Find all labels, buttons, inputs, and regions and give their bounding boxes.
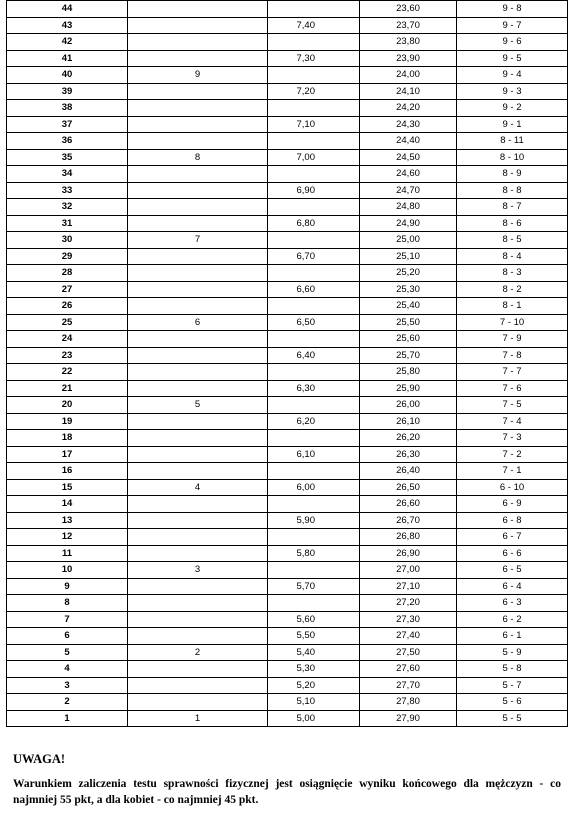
column-4-cell: 23,90 <box>360 50 457 67</box>
column-3-cell <box>268 199 360 216</box>
column-3-cell: 6,00 <box>268 479 360 496</box>
points-cell: 11 <box>7 545 128 562</box>
column-4-cell: 27,50 <box>360 644 457 661</box>
column-5-cell: 8 - 1 <box>457 298 568 315</box>
column-5-cell: 8 - 4 <box>457 248 568 265</box>
table-row <box>7 512 568 529</box>
points-cell: 24 <box>7 331 128 348</box>
table-row <box>7 331 568 348</box>
column-5-cell: 8 - 8 <box>457 182 568 199</box>
table-row <box>7 611 568 628</box>
column-3-cell <box>268 397 360 414</box>
column-4-cell: 24,90 <box>360 215 457 232</box>
column-2-cell: 3 <box>128 562 268 579</box>
points-cell: 5 <box>7 644 128 661</box>
points-cell: 2 <box>7 694 128 711</box>
column-3-cell: 5,60 <box>268 611 360 628</box>
column-5-cell: 8 - 3 <box>457 265 568 282</box>
column-5-cell: 6 - 6 <box>457 545 568 562</box>
points-cell: 42 <box>7 34 128 51</box>
column-3-cell: 5,40 <box>268 644 360 661</box>
column-3-cell: 6,20 <box>268 413 360 430</box>
column-5-cell: 9 - 5 <box>457 50 568 67</box>
column-5-cell: 6 - 3 <box>457 595 568 612</box>
column-4-cell: 27,30 <box>360 611 457 628</box>
column-5-cell: 7 - 10 <box>457 314 568 331</box>
column-3-cell: 6,70 <box>268 248 360 265</box>
column-2-cell <box>128 628 268 645</box>
column-3-cell: 6,30 <box>268 380 360 397</box>
column-4-cell: 25,50 <box>360 314 457 331</box>
column-2-cell <box>128 364 268 381</box>
column-2-cell <box>128 677 268 694</box>
column-5-cell: 9 - 3 <box>457 83 568 100</box>
column-2-cell <box>128 215 268 232</box>
table-row <box>7 215 568 232</box>
points-cell: 41 <box>7 50 128 67</box>
points-cell: 16 <box>7 463 128 480</box>
column-4-cell: 27,20 <box>360 595 457 612</box>
column-2-cell <box>128 17 268 34</box>
points-cell: 13 <box>7 512 128 529</box>
column-5-cell: 7 - 7 <box>457 364 568 381</box>
table-row <box>7 677 568 694</box>
column-5-cell: 5 - 5 <box>457 710 568 727</box>
column-3-cell: 7,20 <box>268 83 360 100</box>
column-4-cell: 26,80 <box>360 529 457 546</box>
column-2-cell <box>128 1 268 18</box>
column-3-cell: 6,10 <box>268 446 360 463</box>
column-2-cell <box>128 446 268 463</box>
table-row <box>7 496 568 513</box>
table-row <box>7 17 568 34</box>
points-cell: 23 <box>7 347 128 364</box>
column-2-cell: 9 <box>128 67 268 84</box>
column-2-cell <box>128 133 268 150</box>
column-5-cell: 7 - 9 <box>457 331 568 348</box>
points-cell: 35 <box>7 149 128 166</box>
column-5-cell: 8 - 5 <box>457 232 568 249</box>
column-2-cell <box>128 281 268 298</box>
column-2-cell <box>128 430 268 447</box>
column-5-cell: 9 - 6 <box>457 34 568 51</box>
column-2-cell <box>128 545 268 562</box>
table-row <box>7 298 568 315</box>
column-2-cell: 1 <box>128 710 268 727</box>
column-3-cell <box>268 232 360 249</box>
points-cell: 19 <box>7 413 128 430</box>
column-5-cell: 8 - 9 <box>457 166 568 183</box>
points-cell: 21 <box>7 380 128 397</box>
column-2-cell <box>128 116 268 133</box>
column-4-cell: 24,20 <box>360 100 457 117</box>
column-5-cell: 7 - 1 <box>457 463 568 480</box>
points-cell: 38 <box>7 100 128 117</box>
column-4-cell: 24,40 <box>360 133 457 150</box>
column-4-cell: 26,60 <box>360 496 457 513</box>
column-2-cell <box>128 529 268 546</box>
table-row <box>7 661 568 678</box>
column-3-cell <box>268 100 360 117</box>
column-2-cell <box>128 331 268 348</box>
column-2-cell <box>128 496 268 513</box>
column-2-cell <box>128 347 268 364</box>
column-5-cell: 8 - 7 <box>457 199 568 216</box>
table-row <box>7 50 568 67</box>
column-4-cell: 24,60 <box>360 166 457 183</box>
column-5-cell: 6 - 4 <box>457 578 568 595</box>
column-4-cell: 24,10 <box>360 83 457 100</box>
points-cell: 27 <box>7 281 128 298</box>
table-row <box>7 694 568 711</box>
column-5-cell: 7 - 3 <box>457 430 568 447</box>
column-3-cell <box>268 331 360 348</box>
table-row <box>7 644 568 661</box>
column-3-cell: 7,10 <box>268 116 360 133</box>
table-row <box>7 265 568 282</box>
column-3-cell: 5,00 <box>268 710 360 727</box>
table-row <box>7 347 568 364</box>
column-4-cell: 24,50 <box>360 149 457 166</box>
column-5-cell: 6 - 1 <box>457 628 568 645</box>
points-cell: 39 <box>7 83 128 100</box>
column-2-cell <box>128 298 268 315</box>
column-5-cell: 6 - 8 <box>457 512 568 529</box>
table-row <box>7 595 568 612</box>
column-2-cell <box>128 100 268 117</box>
column-3-cell: 7,40 <box>268 17 360 34</box>
column-3-cell <box>268 364 360 381</box>
table-row <box>7 364 568 381</box>
column-5-cell: 9 - 2 <box>457 100 568 117</box>
column-2-cell <box>128 83 268 100</box>
column-4-cell: 27,00 <box>360 562 457 579</box>
points-cell: 26 <box>7 298 128 315</box>
table-row <box>7 100 568 117</box>
points-cell: 34 <box>7 166 128 183</box>
column-5-cell: 7 - 6 <box>457 380 568 397</box>
column-2-cell <box>128 199 268 216</box>
table-row <box>7 545 568 562</box>
column-4-cell: 25,20 <box>360 265 457 282</box>
column-4-cell: 25,90 <box>360 380 457 397</box>
column-2-cell <box>128 248 268 265</box>
points-cell: 8 <box>7 595 128 612</box>
column-5-cell: 7 - 4 <box>457 413 568 430</box>
column-2-cell: 7 <box>128 232 268 249</box>
table-row <box>7 281 568 298</box>
points-cell: 3 <box>7 677 128 694</box>
column-3-cell <box>268 529 360 546</box>
column-3-cell: 6,90 <box>268 182 360 199</box>
column-4-cell: 27,90 <box>360 710 457 727</box>
points-cell: 17 <box>7 446 128 463</box>
notice-title: UWAGA! <box>13 752 66 766</box>
table-row <box>7 133 568 150</box>
column-4-cell: 25,00 <box>360 232 457 249</box>
column-4-cell: 26,70 <box>360 512 457 529</box>
column-4-cell: 26,90 <box>360 545 457 562</box>
column-4-cell: 25,30 <box>360 281 457 298</box>
table-row <box>7 562 568 579</box>
column-5-cell: 5 - 9 <box>457 644 568 661</box>
table-row <box>7 463 568 480</box>
column-4-cell: 27,70 <box>360 677 457 694</box>
column-5-cell: 9 - 4 <box>457 67 568 84</box>
column-5-cell: 7 - 2 <box>457 446 568 463</box>
column-4-cell: 27,40 <box>360 628 457 645</box>
column-2-cell <box>128 380 268 397</box>
points-cell: 15 <box>7 479 128 496</box>
column-5-cell: 7 - 8 <box>457 347 568 364</box>
column-2-cell <box>128 166 268 183</box>
column-5-cell: 6 - 10 <box>457 479 568 496</box>
points-cell: 25 <box>7 314 128 331</box>
table-row <box>7 149 568 166</box>
column-5-cell: 6 - 7 <box>457 529 568 546</box>
column-3-cell: 5,30 <box>268 661 360 678</box>
column-5-cell: 6 - 9 <box>457 496 568 513</box>
column-2-cell <box>128 50 268 67</box>
table-row <box>7 529 568 546</box>
column-2-cell: 2 <box>128 644 268 661</box>
column-4-cell: 25,10 <box>360 248 457 265</box>
score-table-body <box>7 1 568 727</box>
table-row <box>7 34 568 51</box>
table-row <box>7 67 568 84</box>
column-4-cell: 24,00 <box>360 67 457 84</box>
column-4-cell: 26,40 <box>360 463 457 480</box>
column-3-cell: 7,00 <box>268 149 360 166</box>
table-row <box>7 446 568 463</box>
table-row <box>7 578 568 595</box>
points-cell: 33 <box>7 182 128 199</box>
column-4-cell: 27,80 <box>360 694 457 711</box>
column-5-cell: 8 - 10 <box>457 149 568 166</box>
points-cell: 40 <box>7 67 128 84</box>
column-3-cell <box>268 1 360 18</box>
column-4-cell: 26,10 <box>360 413 457 430</box>
table-row <box>7 479 568 496</box>
column-5-cell: 6 - 2 <box>457 611 568 628</box>
column-4-cell: 27,60 <box>360 661 457 678</box>
points-cell: 4 <box>7 661 128 678</box>
table-row <box>7 83 568 100</box>
column-2-cell <box>128 34 268 51</box>
points-cell: 36 <box>7 133 128 150</box>
column-3-cell <box>268 562 360 579</box>
column-4-cell: 25,60 <box>360 331 457 348</box>
column-2-cell <box>128 182 268 199</box>
table-row <box>7 166 568 183</box>
column-4-cell: 25,80 <box>360 364 457 381</box>
table-row <box>7 248 568 265</box>
points-cell: 14 <box>7 496 128 513</box>
column-5-cell: 8 - 2 <box>457 281 568 298</box>
column-2-cell <box>128 413 268 430</box>
column-3-cell: 5,90 <box>268 512 360 529</box>
column-3-cell: 5,10 <box>268 694 360 711</box>
column-3-cell: 5,20 <box>268 677 360 694</box>
column-3-cell <box>268 265 360 282</box>
column-2-cell <box>128 265 268 282</box>
points-cell: 43 <box>7 17 128 34</box>
column-3-cell: 7,30 <box>268 50 360 67</box>
table-row <box>7 182 568 199</box>
table-row <box>7 430 568 447</box>
table-row <box>7 116 568 133</box>
column-3-cell <box>268 595 360 612</box>
points-cell: 29 <box>7 248 128 265</box>
points-cell: 22 <box>7 364 128 381</box>
score-table <box>6 0 568 727</box>
column-4-cell: 24,30 <box>360 116 457 133</box>
column-2-cell: 4 <box>128 479 268 496</box>
points-cell: 7 <box>7 611 128 628</box>
column-2-cell: 8 <box>128 149 268 166</box>
column-4-cell: 26,20 <box>360 430 457 447</box>
points-cell: 1 <box>7 710 128 727</box>
column-4-cell: 26,30 <box>360 446 457 463</box>
column-2-cell <box>128 661 268 678</box>
table-row <box>7 232 568 249</box>
column-5-cell: 5 - 6 <box>457 694 568 711</box>
column-5-cell: 7 - 5 <box>457 397 568 414</box>
column-5-cell: 9 - 7 <box>457 17 568 34</box>
column-2-cell: 6 <box>128 314 268 331</box>
table-row <box>7 314 568 331</box>
column-3-cell <box>268 67 360 84</box>
column-2-cell: 5 <box>128 397 268 414</box>
column-3-cell: 6,40 <box>268 347 360 364</box>
column-5-cell: 9 - 8 <box>457 1 568 18</box>
column-5-cell: 8 - 11 <box>457 133 568 150</box>
points-cell: 44 <box>7 1 128 18</box>
column-5-cell: 5 - 8 <box>457 661 568 678</box>
column-3-cell: 6,60 <box>268 281 360 298</box>
column-3-cell <box>268 34 360 51</box>
column-3-cell <box>268 430 360 447</box>
points-cell: 20 <box>7 397 128 414</box>
column-2-cell <box>128 578 268 595</box>
column-2-cell <box>128 463 268 480</box>
column-3-cell: 5,70 <box>268 578 360 595</box>
column-2-cell <box>128 694 268 711</box>
column-3-cell: 6,50 <box>268 314 360 331</box>
column-2-cell <box>128 512 268 529</box>
column-4-cell: 23,60 <box>360 1 457 18</box>
table-row <box>7 628 568 645</box>
column-4-cell: 23,80 <box>360 34 457 51</box>
column-4-cell: 25,40 <box>360 298 457 315</box>
column-5-cell: 6 - 5 <box>457 562 568 579</box>
table-row <box>7 397 568 414</box>
points-cell: 12 <box>7 529 128 546</box>
column-3-cell <box>268 463 360 480</box>
column-5-cell: 5 - 7 <box>457 677 568 694</box>
table-row <box>7 710 568 727</box>
column-4-cell: 23,70 <box>360 17 457 34</box>
column-4-cell: 27,10 <box>360 578 457 595</box>
column-4-cell: 26,00 <box>360 397 457 414</box>
points-cell: 31 <box>7 215 128 232</box>
column-2-cell <box>128 595 268 612</box>
points-cell: 32 <box>7 199 128 216</box>
column-4-cell: 24,70 <box>360 182 457 199</box>
column-5-cell: 9 - 1 <box>457 116 568 133</box>
column-2-cell <box>128 611 268 628</box>
points-cell: 28 <box>7 265 128 282</box>
table-row <box>7 413 568 430</box>
column-4-cell: 26,50 <box>360 479 457 496</box>
column-3-cell: 6,80 <box>268 215 360 232</box>
points-cell: 9 <box>7 578 128 595</box>
points-cell: 18 <box>7 430 128 447</box>
notice-body: Warunkiem zaliczenia testu sprawności fizycznej jest osiągnięcie wyniku końcowego dla mężczyzn - co najmniej 55 pkt, a dla kobiet - co najmniej 45 pkt. <box>13 778 561 806</box>
table-row <box>7 1 568 18</box>
column-3-cell: 5,80 <box>268 545 360 562</box>
points-cell: 30 <box>7 232 128 249</box>
column-3-cell: 5,50 <box>268 628 360 645</box>
column-5-cell: 8 - 6 <box>457 215 568 232</box>
column-4-cell: 24,80 <box>360 199 457 216</box>
points-cell: 6 <box>7 628 128 645</box>
table-row <box>7 199 568 216</box>
column-3-cell <box>268 298 360 315</box>
table-row <box>7 380 568 397</box>
points-cell: 37 <box>7 116 128 133</box>
column-3-cell <box>268 496 360 513</box>
column-3-cell <box>268 166 360 183</box>
column-4-cell: 25,70 <box>360 347 457 364</box>
points-cell: 10 <box>7 562 128 579</box>
column-3-cell <box>268 133 360 150</box>
